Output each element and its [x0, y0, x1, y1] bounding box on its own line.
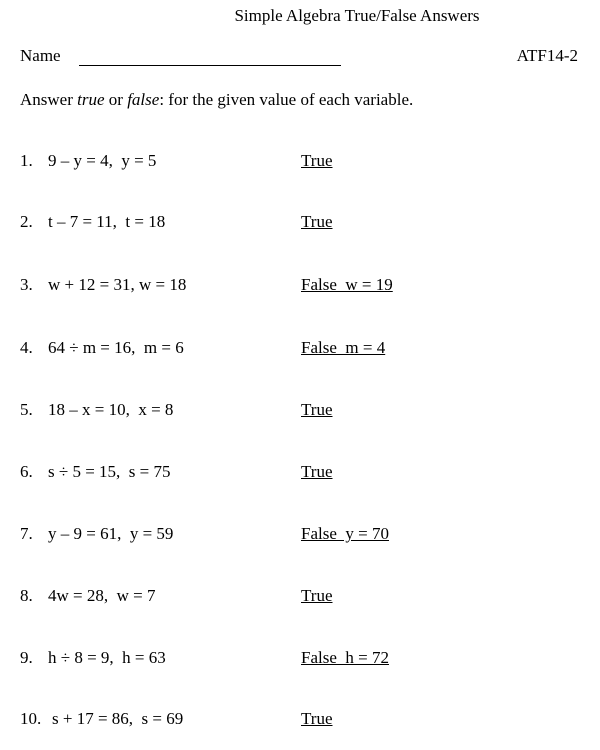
question-row	[20, 400, 580, 424]
question-number: 6.	[20, 462, 33, 481]
question-problem: y – 9 = 61, y = 59	[48, 524, 174, 543]
question-problem: s + 17 = 86, s = 69	[52, 709, 184, 728]
question-answer: True	[301, 212, 333, 231]
question-row	[20, 648, 580, 672]
name-label: Name	[20, 46, 61, 65]
question-row	[20, 586, 580, 610]
question-number: 3.	[20, 275, 33, 294]
question-row	[20, 338, 580, 362]
question-number: 10.	[20, 709, 42, 728]
question-problem: h ÷ 8 = 9, h = 63	[48, 648, 166, 667]
question-answer: False m = 4	[301, 338, 386, 357]
question-problem: 64 ÷ m = 16, m = 6	[48, 338, 184, 357]
question-number: 5.	[20, 400, 33, 419]
question-problem: 18 – x = 10, x = 8	[48, 400, 174, 419]
question-row	[20, 212, 580, 236]
page-title: Simple Algebra True/False Answers	[234, 6, 480, 25]
instructions-true-word: true	[77, 90, 105, 109]
question-answer: True	[301, 151, 333, 170]
instructions-prefix: Answer	[20, 90, 78, 109]
question-problem: t – 7 = 11, t = 18	[48, 212, 166, 231]
question-problem: 9 – y = 4, y = 5	[48, 151, 157, 170]
question-answer: True	[301, 586, 333, 605]
question-answer: False w = 19	[301, 275, 393, 294]
question-number: 9.	[20, 648, 33, 667]
name-blank-line	[79, 65, 341, 66]
question-row	[20, 462, 580, 486]
question-number: 1.	[20, 151, 33, 170]
question-answer: True	[301, 462, 333, 481]
question-answer: False h = 72	[301, 648, 389, 667]
question-row	[20, 151, 580, 175]
instructions-middle: or	[104, 90, 128, 109]
instructions-suffix: : for the given value of each variable.	[159, 90, 414, 109]
question-row	[20, 524, 580, 548]
question-problem: w + 12 = 31, w = 18	[48, 275, 187, 294]
instructions-false-word: false	[127, 90, 160, 109]
name-row	[20, 46, 580, 70]
question-number: 2.	[20, 212, 33, 231]
question-row	[20, 709, 580, 733]
question-problem: s ÷ 5 = 15, s = 75	[48, 462, 171, 481]
question-problem: 4w = 28, w = 7	[48, 586, 156, 605]
question-answer: True	[301, 400, 333, 419]
question-answer: False y = 70	[301, 524, 389, 543]
question-row	[20, 275, 580, 299]
question-number: 4.	[20, 338, 33, 357]
question-number: 7.	[20, 524, 33, 543]
question-answer: True	[301, 709, 333, 728]
instructions	[20, 89, 440, 110]
question-number: 8.	[20, 586, 33, 605]
worksheet-code: ATF14-2	[516, 46, 578, 65]
